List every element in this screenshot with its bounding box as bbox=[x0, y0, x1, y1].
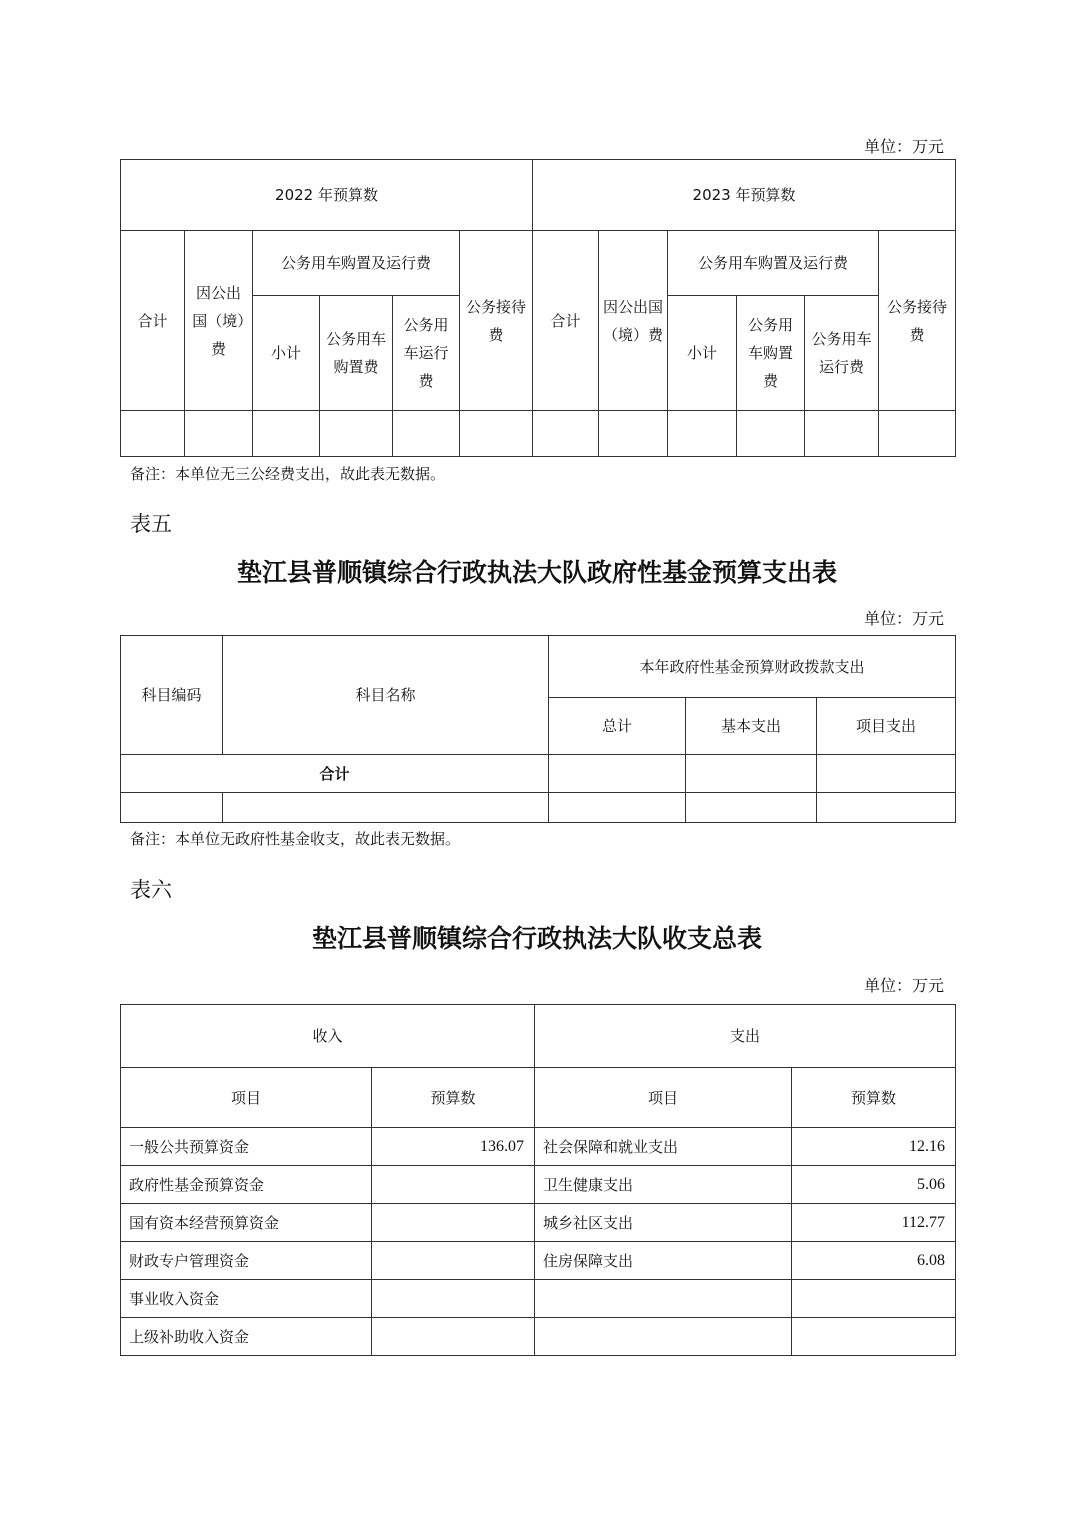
income-item: 财政专户管理资金 bbox=[121, 1242, 372, 1280]
car-buy-2023-header: 公务用车购置费 bbox=[737, 296, 805, 411]
expense-budget-header: 预算数 bbox=[792, 1068, 956, 1128]
abroad-2023-header: 因公出国（境）费 bbox=[599, 231, 668, 411]
t4-note: 备注：本单位无三公经费支出，故此表无数据。 bbox=[130, 465, 446, 483]
basic-header: 基本支出 bbox=[686, 698, 817, 755]
year-2022-header: 2022 年预算数 bbox=[121, 160, 533, 231]
car-group-2023-header: 公务用车购置及运行费 bbox=[668, 231, 879, 296]
income-value bbox=[372, 1166, 535, 1204]
expense-value bbox=[792, 1280, 956, 1318]
table-row bbox=[121, 793, 956, 823]
expense-item: 住房保障支出 bbox=[535, 1242, 792, 1280]
government-fund-table bbox=[120, 635, 956, 823]
expense-value bbox=[792, 1318, 956, 1356]
subtotal-2023-header: 小计 bbox=[668, 296, 737, 411]
abroad-2022-header: 因公出国（境）费 bbox=[185, 231, 253, 411]
t6-title: 垫江县普顺镇综合行政执法大队收支总表 bbox=[311, 924, 762, 953]
t4-unit: 单位：万元 bbox=[863, 137, 944, 156]
expense-header: 支出 bbox=[535, 1005, 956, 1068]
total-2022-header: 合计 bbox=[121, 231, 185, 411]
expense-item-header: 项目 bbox=[535, 1068, 792, 1128]
subtotal-2022-header: 小计 bbox=[253, 296, 320, 411]
income-value bbox=[372, 1280, 535, 1318]
t6-label: 表六 bbox=[130, 878, 172, 902]
income-item: 国有资本经营预算资金 bbox=[121, 1204, 372, 1242]
expense-item: 城乡社区支出 bbox=[535, 1204, 792, 1242]
car-run-2022-header: 公务用车运行费 bbox=[393, 296, 460, 411]
income-budget-header: 预算数 bbox=[372, 1068, 535, 1128]
income-item: 政府性基金预算资金 bbox=[121, 1166, 372, 1204]
table-row bbox=[121, 1318, 956, 1356]
reception-2023-header: 公务接待费 bbox=[879, 231, 956, 411]
income-item-header: 项目 bbox=[121, 1068, 372, 1128]
income-expense-table bbox=[120, 1004, 956, 1356]
t5-note: 备注：本单位无政府性基金收支，故此表无数据。 bbox=[130, 830, 461, 848]
table-row bbox=[121, 1242, 956, 1280]
t5-title: 垫江县普顺镇综合行政执法大队政府性基金预算支出表 bbox=[236, 558, 837, 587]
year-2023-header: 2023 年预算数 bbox=[533, 160, 956, 231]
income-value bbox=[372, 1318, 535, 1356]
income-item: 上级补助收入资金 bbox=[121, 1318, 372, 1356]
project-header: 项目支出 bbox=[817, 698, 956, 755]
expense-value: 112.77 bbox=[792, 1204, 956, 1242]
total-label: 合计 bbox=[121, 755, 549, 793]
fund-group-header: 本年政府性基金预算财政拨款支出 bbox=[549, 636, 956, 698]
three-public-expenses-table bbox=[120, 159, 956, 457]
expense-item bbox=[535, 1318, 792, 1356]
car-group-2022-header: 公务用车购置及运行费 bbox=[253, 231, 460, 296]
income-item: 一般公共预算资金 bbox=[121, 1128, 372, 1166]
expense-value: 12.16 bbox=[792, 1128, 956, 1166]
expense-item: 社会保障和就业支出 bbox=[535, 1128, 792, 1166]
expense-item: 卫生健康支出 bbox=[535, 1166, 792, 1204]
sum-header: 总计 bbox=[549, 698, 686, 755]
table-row bbox=[121, 1204, 956, 1242]
table-row bbox=[121, 755, 956, 793]
code-header: 科目编码 bbox=[121, 636, 223, 755]
reception-2022-header: 公务接待费 bbox=[460, 231, 533, 411]
total-2023-header: 合计 bbox=[533, 231, 599, 411]
income-value: 136.07 bbox=[372, 1128, 535, 1166]
t5-unit: 单位：万元 bbox=[863, 609, 944, 628]
expense-value: 5.06 bbox=[792, 1166, 956, 1204]
income-value bbox=[372, 1242, 535, 1280]
t6-unit: 单位：万元 bbox=[863, 976, 944, 995]
table-row bbox=[121, 1280, 956, 1318]
table-row bbox=[121, 1166, 956, 1204]
income-item: 事业收入资金 bbox=[121, 1280, 372, 1318]
expense-value: 6.08 bbox=[792, 1242, 956, 1280]
table-row bbox=[121, 411, 956, 457]
expense-item bbox=[535, 1280, 792, 1318]
car-run-2023-header: 公务用车运行费 bbox=[805, 296, 879, 411]
income-value bbox=[372, 1204, 535, 1242]
car-buy-2022-header: 公务用车购置费 bbox=[320, 296, 393, 411]
table-row bbox=[121, 1128, 956, 1166]
t5-label: 表五 bbox=[130, 512, 172, 536]
name-header: 科目名称 bbox=[223, 636, 549, 755]
income-header: 收入 bbox=[121, 1005, 535, 1068]
